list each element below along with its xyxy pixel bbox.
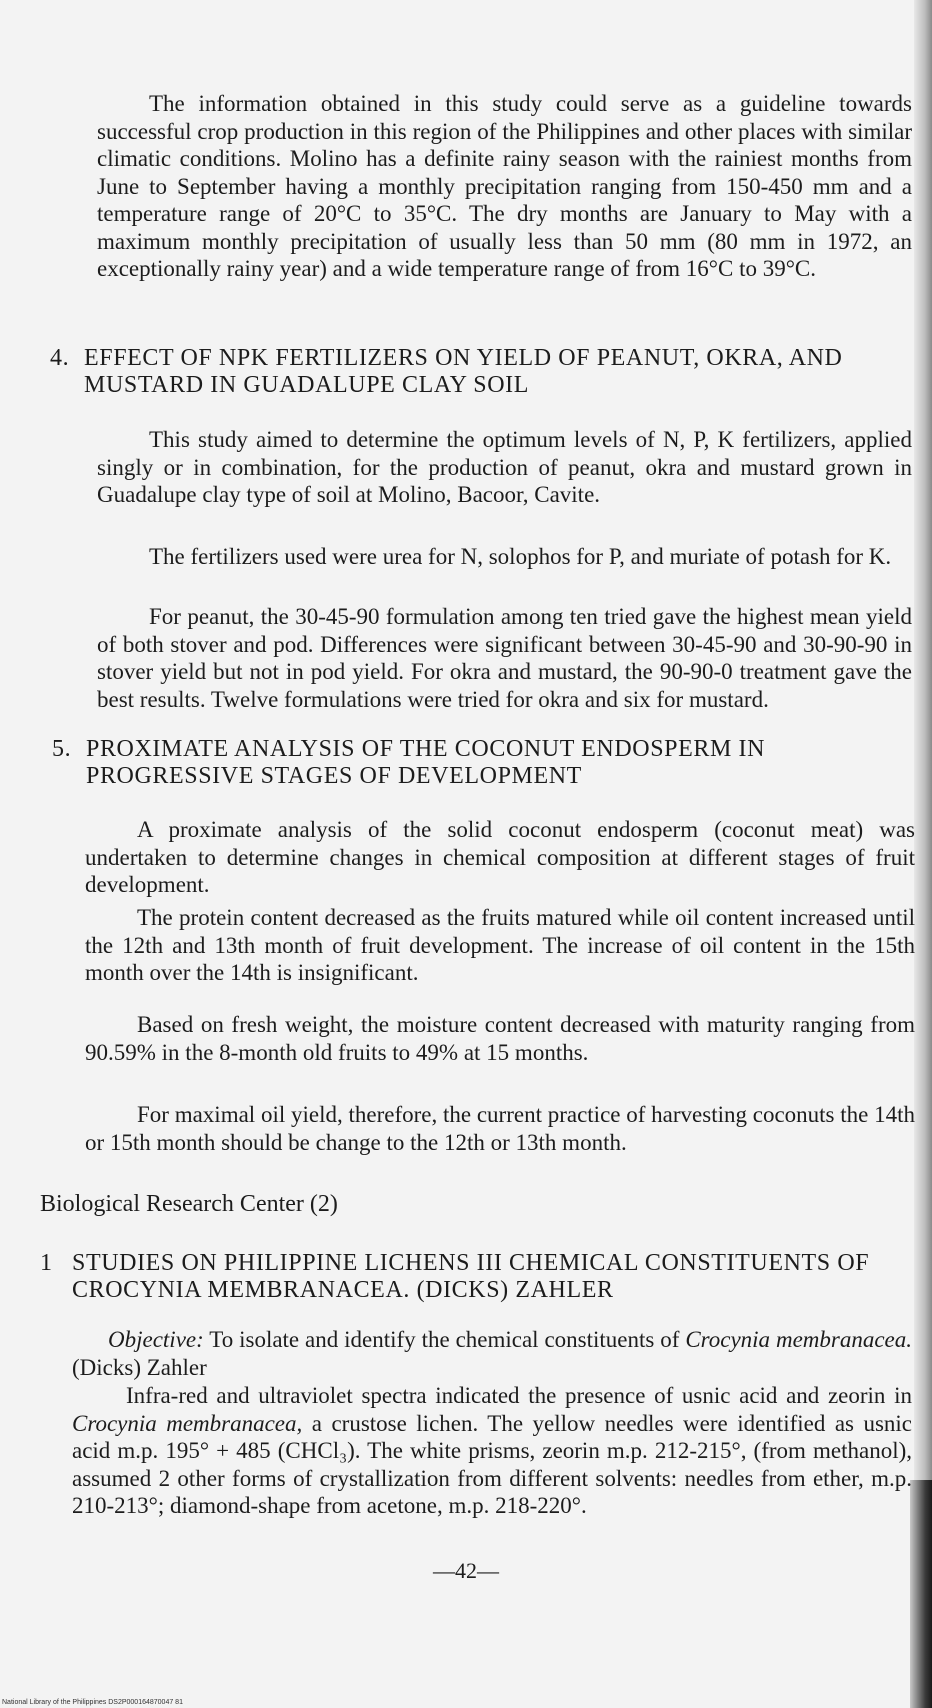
body-text-start: Infra-red and ultraviolet spectra indicated the presence of usnic acid and zeorin in (126, 1383, 912, 1408)
section-b1-title: STUDIES ON PHILIPPINE LICHENS III CHEMICAL CONSTITUENTS OF CROCYNIA MEMBRANACEA. (DICKS) ZAHLER (72, 1250, 870, 1303)
section-4-paragraph-2: The fertilizers used were urea for N, solophos for P, and muriate of potash for K. (149, 544, 892, 569)
book-spine-shadow (914, 0, 932, 1708)
section-5-heading (52, 736, 914, 790)
section-4-heading (50, 345, 914, 399)
section-5-paragraph-2: The protein content decreased as the fruits matured while oil content increased until the 12th and 13th month of fruit development. The increase of oil content in the 15th month over the 14th is insignificant. (85, 905, 915, 985)
section-5-paragraph-3: Based on fresh weight, the moisture content decreased with maturity ranging from 90.59% in the 8-month old fruits to 49% at 15 months. (85, 1012, 915, 1065)
body-text-end: a crustose lichen. The yellow needles were identified as usnic acid m.p. 195° + 485 (CHCl₃). The white prisms, zeorin m.p. 212-215°, (from methanol), assumed 2 other forms of crystallization from different solvents: needles from ether, m.p. 210-213°; diamond-shape from acetone, m.p. 218-220°. (72, 1410, 913, 1518)
section-b1-heading (40, 1250, 912, 1304)
section-4-number: 4. (50, 345, 70, 371)
objective-label: Objective: (108, 1327, 204, 1352)
section-b1-objective (72, 1326, 912, 1381)
scan-stamp: National Library of the Philippines DS2P000164870047 81 (2, 1699, 183, 1706)
book-spine-dark-edge (910, 1480, 932, 1708)
objective-author: (Dicks) Zahler (72, 1354, 207, 1380)
section-b1-body (72, 1382, 912, 1520)
section-5-title: PROXIMATE ANALYSIS OF THE COCONUT ENDOSPERM IN PROGRESSIVE STAGES OF DEVELOPMENT (86, 736, 766, 789)
section-5-paragraph-4: For maximal oil yield, therefore, the current practice of harvesting coconuts the 14th or 15th month should be change to the 12th or 13th month. (85, 1102, 915, 1155)
objective-species: Crocynia membranacea. (685, 1327, 912, 1352)
intro-paragraph: The information obtained in this study could serve as a guideline towards successful crop production in this region of the Philippines and other places with similar climatic conditions. Molino has a definite rainy season with the rainiest months from June to September having a monthly precipitation ranging from 150-450 mm and a temperature range of 20°C to 35°C. The dry months are January to May with a maximum monthly precipitation of usually less than 50 mm (80 mm in 1972, an exceptionally rainy year) and a wide temperature range of from 16°C to 39°C. (97, 91, 912, 281)
section-5-paragraph-1: A proximate analysis of the solid coconut endosperm (coconut meat) was undertaken to determine changes in chemical composition at different stages of fruit development. (85, 817, 915, 897)
objective-text: To isolate and identify the chemical constituents of (209, 1327, 680, 1352)
body-species: Crocynia membranacea, (72, 1410, 303, 1436)
section-4-paragraph-1: This study aimed to determine the optimum levels of N, P, K fertilizers, applied singly or in combination, for the production of peanut, okra and mustard grown in Guadalupe clay type of soil at Molino, Bacoor, Cavite. (97, 427, 912, 507)
section-4-title: EFFECT OF NPK FERTILIZERS ON YIELD OF PEANUT, OKRA, AND MUSTARD IN GUADALUPE CLAY SOIL (84, 345, 843, 398)
center-heading: Biological Research Center (2) (40, 1191, 338, 1217)
section-b1-number: 1 (40, 1250, 53, 1276)
section-4-paragraph-3: For peanut, the 30-45-90 formulation among ten tried gave the highest mean yield of both stover and pod. Differences were significant between 30-45-90 and 30-90-90 in stover yield but not in pod yield. For okra and mustard, the 90-90-0 treatment gave the best results. Twelve formulations were tried for okra and six for mustard. (97, 604, 912, 712)
section-5-number: 5. (52, 736, 72, 762)
page-number: —42— (433, 1558, 499, 1583)
